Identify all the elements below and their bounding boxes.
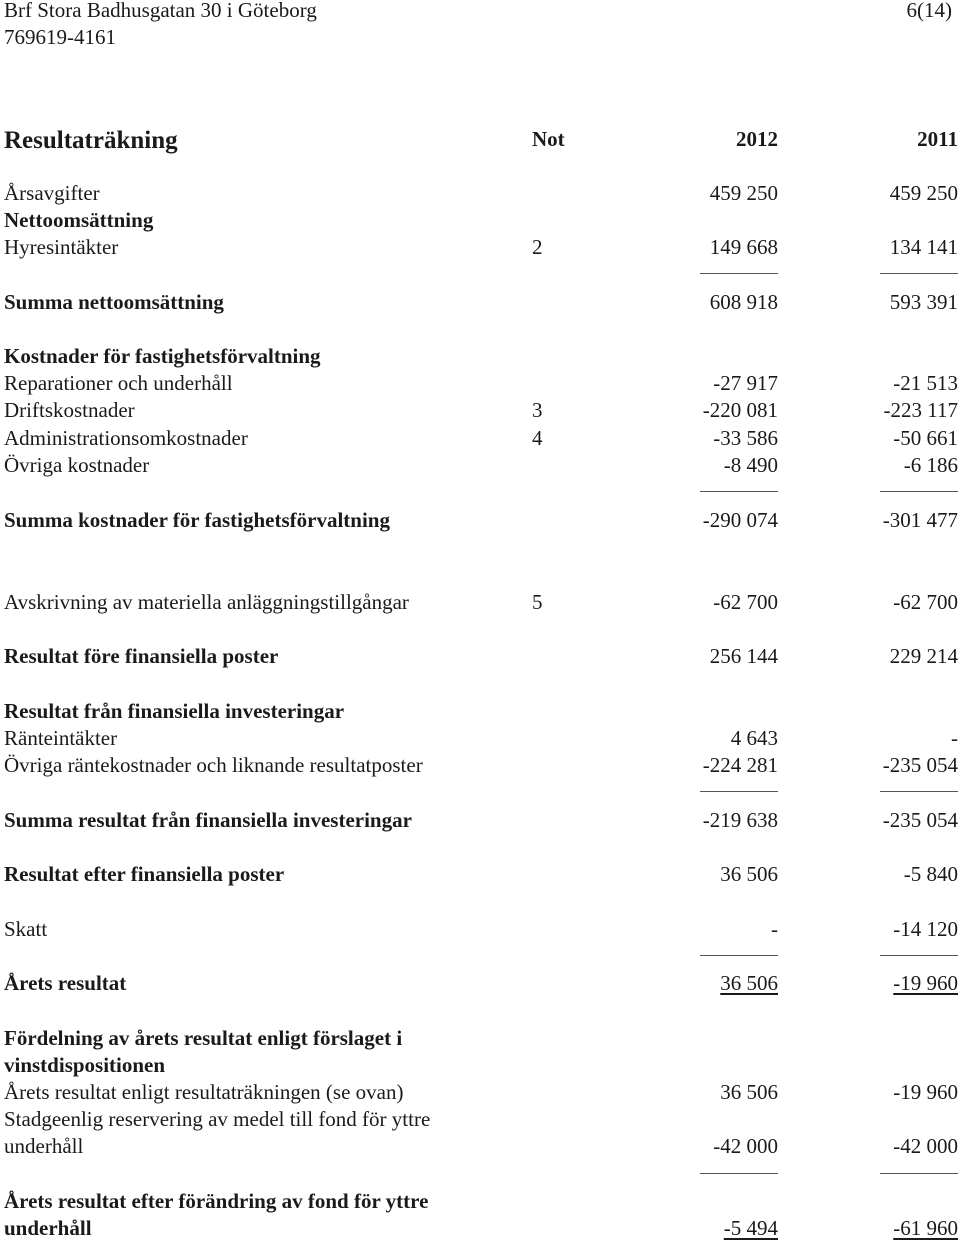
value-2011-ranteintakter: - [951,726,958,750]
organization-number: 769619-4161 [4,25,116,49]
value-2012-summa-finansiella: -219 638 [702,808,778,832]
value-2011-summa-finansiella: -235 054 [882,808,958,832]
value-2012-driftskostnader: -220 081 [702,398,778,422]
value-2011-driftskostnader: -223 117 [883,398,958,422]
row-label-ranteintakter: Ränteintäkter [4,726,118,750]
value-2011-administration: -50 661 [893,426,958,450]
page-title: Resultaträkning [4,127,178,154]
row-label-ovriga-kostnader: Övriga kostnader [4,453,150,477]
value-2012-ranteintakter: 4 643 [730,726,778,750]
column-header-2011: 2011 [917,127,958,151]
row-label-reparationer: Reparationer och underhåll [4,371,233,395]
value-2012-arets-resultat: 36 506 [720,971,778,995]
value-2011-arets-efter: -61 960 [893,1216,958,1240]
row-label-stadgeenlig-line1: Stadgeenlig reservering av medel till fond för yttre [4,1107,431,1131]
row-label-driftskostnader: Driftskostnader [4,398,135,422]
row-label-arets-efter-line1: Årets resultat efter förändring av fond för yttre [4,1189,429,1213]
value-2011-hyresintakter: 134 141 [889,235,958,259]
note-ref-hyresintakter: 2 [532,235,543,259]
value-2012-administration: -33 586 [713,426,778,450]
value-2011-rantekostnader: -235 054 [882,753,958,777]
section-heading-fordelning-line1: Fördelning av årets resultat enligt förslaget i [4,1026,403,1050]
column-header-note: Not [532,127,565,151]
section-heading-fordelning-line2: vinstdispositionen [4,1053,166,1077]
value-2011-resultat-efter: -5 840 [903,862,958,886]
value-2011-summa-kostnader: -301 477 [882,508,958,532]
subtotal-rule-2012 [700,273,778,274]
row-label-arets-efter-line2: underhåll [4,1216,92,1240]
row-label-arets-resultat: Årets resultat [4,971,127,995]
value-2012-resultat-efter: 36 506 [720,862,778,886]
row-label-avskrivning: Avskrivning av materiella anläggningstillgångar [4,590,409,614]
section-heading-nettoomsattning: Nettoomsättning [4,208,154,232]
value-2011-skatt: -14 120 [893,917,958,941]
column-header-2012: 2012 [736,127,778,151]
subtotal-rule-2011 [880,1173,958,1174]
subtotal-rule-2012 [700,1173,778,1174]
value-2012-hyresintakter: 149 668 [709,235,778,259]
organization-name: Brf Stora Badhusgatan 30 i Göteborg [4,0,317,22]
value-2011-arets-resultat: -19 960 [893,971,958,995]
value-2011-summa-nettoomsattning: 593 391 [889,290,958,314]
value-2012-summa-kostnader: -290 074 [702,508,778,532]
value-2011-reparationer: -21 513 [893,371,958,395]
section-heading-kostnader: Kostnader för fastighetsförvaltning [4,344,321,368]
row-label-stadgeenlig-line2: underhåll [4,1134,84,1158]
value-2012-resultat-fore: 256 144 [709,644,778,668]
value-2012-summa-nettoomsattning: 608 918 [709,290,778,314]
value-2012-reparationer: -27 917 [713,371,778,395]
value-2011-resultat-fore: 229 214 [889,644,958,668]
subtotal-rule-2011 [880,955,958,956]
row-label-hyresintakter: Hyresintäkter [4,235,119,259]
subtotal-rule-2012 [700,491,778,492]
value-2012-arets-enligt: 36 506 [720,1080,778,1104]
note-ref-administration: 4 [532,426,543,450]
value-2011-stadgeenlig: -42 000 [893,1134,958,1158]
subtotal-rule-2012 [700,955,778,956]
row-label-resultat-fore: Resultat före finansiella poster [4,644,279,668]
row-label-rantekostnader: Övriga räntekostnader och liknande resultatposter [4,753,423,777]
value-2012-arets-efter: -5 494 [723,1216,778,1240]
section-heading-finansiella: Resultat från finansiella investeringar [4,699,345,723]
note-ref-avskrivning: 5 [532,590,543,614]
row-label-administration: Administrationsomkostnader [4,426,248,450]
row-label-skatt: Skatt [4,917,48,941]
value-2012-arsavgifter: 459 250 [709,181,778,205]
row-label-arsavgifter: Årsavgifter [4,181,100,205]
value-2012-avskrivning: -62 700 [713,590,778,614]
value-2011-arets-enligt: -19 960 [893,1080,958,1104]
subtotal-rule-2012 [700,791,778,792]
value-2012-ovriga-kostnader: -8 490 [723,453,778,477]
subtotal-rule-2011 [880,491,958,492]
row-label-summa-nettoomsattning: Summa nettoomsättning [4,290,224,314]
row-label-summa-finansiella: Summa resultat från finansiella investeringar [4,808,412,832]
value-2011-ovriga-kostnader: -6 186 [903,453,958,477]
row-label-resultat-efter: Resultat efter finansiella poster [4,862,285,886]
subtotal-rule-2011 [880,791,958,792]
value-2011-arsavgifter: 459 250 [889,181,958,205]
subtotal-rule-2011 [880,273,958,274]
page-number: 6(14) [906,0,952,22]
row-label-summa-kostnader: Summa kostnader för fastighetsförvaltning [4,508,390,532]
note-ref-driftskostnader: 3 [532,398,543,422]
value-2012-rantekostnader: -224 281 [702,753,778,777]
value-2012-skatt: - [771,917,778,941]
value-2012-stadgeenlig: -42 000 [713,1134,778,1158]
row-label-arets-enligt: Årets resultat enligt resultaträkningen (se ovan) [4,1080,404,1104]
value-2011-avskrivning: -62 700 [893,590,958,614]
